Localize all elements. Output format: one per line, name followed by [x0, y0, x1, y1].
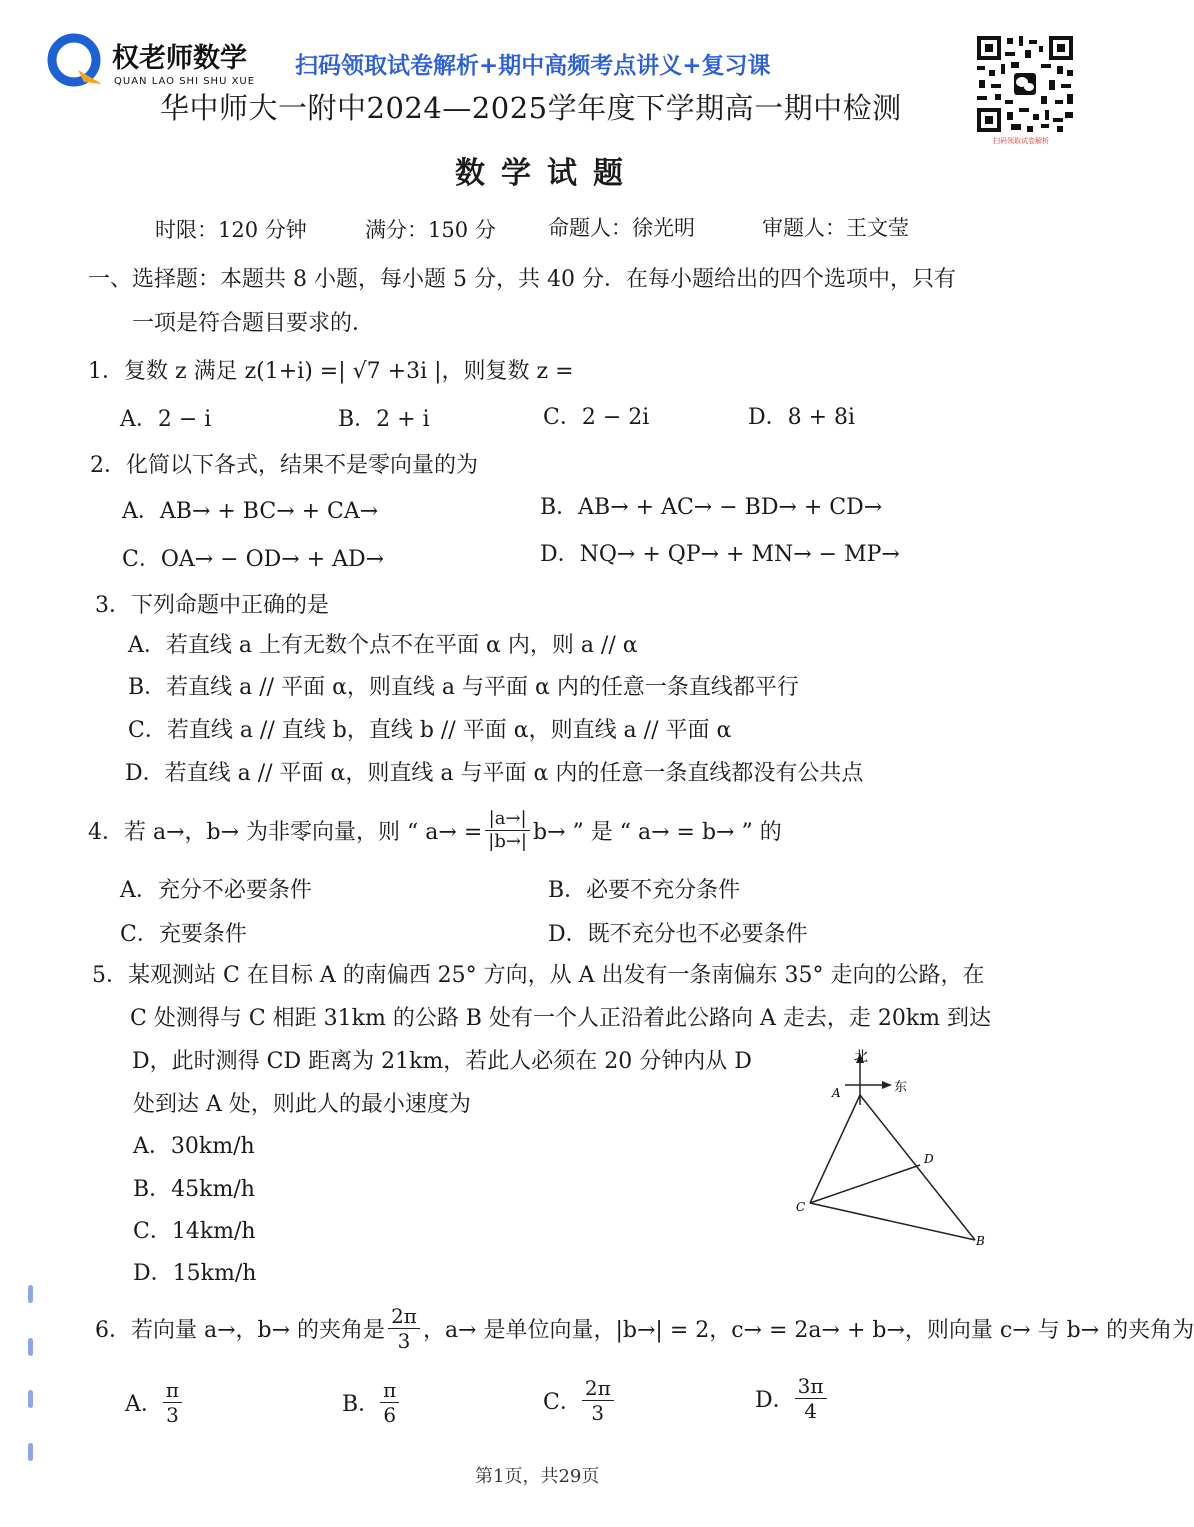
- logo-pinyin: QUAN LAO SHI SHU XUE: [114, 76, 256, 87]
- label-north: 北: [854, 1049, 868, 1065]
- triangle-diagram: [790, 1045, 1000, 1255]
- option-a[interactable]: A．30km/h: [133, 1134, 255, 1159]
- segment-cd: [810, 1165, 920, 1203]
- option-c[interactable]: C．若直线 a // 直线 b，直线 b // 平面 α，则直线 a // 平面 α: [128, 718, 732, 743]
- binding-mark: [28, 1285, 33, 1303]
- label-a: A: [832, 1086, 841, 1100]
- fraction-denominator: 6: [383, 1402, 397, 1427]
- fraction-denominator: 3: [166, 1402, 179, 1427]
- question-stem-line: 处到达 A 处，则此人的最小速度为: [133, 1092, 471, 1117]
- option-d[interactable]: [755, 1368, 827, 1428]
- stem-prefix: 4．若 a→，b→ 为非零向量，则 “ a→ =: [88, 819, 483, 845]
- option-c[interactable]: [543, 1370, 614, 1430]
- stem-suffix: b→ ” 是 “ a→ = b→ ” 的: [533, 819, 782, 845]
- page-number: 第1页，共29页: [475, 1466, 600, 1487]
- fraction-denominator: 3: [397, 1328, 411, 1353]
- option-label: B．: [342, 1391, 381, 1417]
- option-d[interactable]: D．15km/h: [133, 1261, 257, 1286]
- option-a[interactable]: A．若直线 a 上有无数个点不在平面 α 内，则 a // α: [128, 633, 638, 658]
- label-d: D: [924, 1152, 934, 1166]
- option-c[interactable]: C．14km/h: [133, 1219, 256, 1244]
- stem-suffix: ，a→ 是单位向量，|b→| = 2，c→ = 2a→ + b→，则向量 c→ 与 b→ 的夹角为: [422, 1317, 1194, 1343]
- option-fraction: [380, 1377, 399, 1427]
- stem-prefix: 6．若向量 a→，b→ 的夹角是: [95, 1317, 386, 1343]
- option-a[interactable]: A．AB→ + BC→ + CA→: [122, 499, 379, 524]
- fraction-numerator: π: [163, 1380, 182, 1403]
- question-stem: [88, 800, 782, 860]
- label-b: B: [976, 1234, 985, 1248]
- east-arrow: [882, 1081, 892, 1089]
- option-d[interactable]: D．既不充分也不必要条件: [548, 922, 808, 947]
- option-c[interactable]: C．2 − 2i: [543, 405, 650, 430]
- binding-mark: [28, 1443, 33, 1461]
- question-stem-line: C 处测得与 C 相距 31km 的公路 B 处有一个人正沿着此公路向 A 走去，走 20km 到达: [130, 1006, 992, 1031]
- fraction-numerator: 3π: [795, 1376, 827, 1399]
- option-b[interactable]: B．45km/h: [133, 1177, 255, 1202]
- qr-code[interactable]: [975, 34, 1075, 145]
- binding-mark: [28, 1390, 33, 1408]
- question-author: 命题人：徐光明: [548, 216, 695, 240]
- question-stem-line: 5．某观测站 C 在目标 A 的南偏西 25° 方向，从 A 出发有一条南偏东 35° 走向的公路，在: [92, 963, 985, 988]
- promo-banner[interactable]: 扫码领取试卷解析+期中高频考点讲义+复习课: [295, 53, 771, 79]
- logo: [44, 32, 284, 92]
- option-d[interactable]: D．8 + 8i: [748, 405, 856, 430]
- option-d[interactable]: D．NQ→ + QP→ + MN→ − MP→: [540, 542, 900, 567]
- question-reviewer: 审题人：王文莹: [762, 216, 909, 240]
- option-fraction: [163, 1377, 182, 1427]
- option-b[interactable]: B．必要不充分条件: [548, 878, 741, 903]
- option-d[interactable]: D．若直线 a // 平面 α，则直线 a 与平面 α 内的任意一条直线都没有公共点: [125, 761, 864, 786]
- question-stem: 3．下列命题中正确的是: [95, 593, 329, 618]
- exam-title: 华中师大一附中2024—2025学年度下学期高一期中检测: [160, 91, 902, 125]
- option-b[interactable]: B．AB→ + AC→ − BD→ + CD→: [540, 495, 883, 520]
- segment-ac: [810, 1095, 860, 1203]
- option-a[interactable]: A．2 − i: [120, 407, 212, 432]
- option-b[interactable]: B．若直线 a // 平面 α，则直线 a 与平面 α 内的任意一条直线都平行: [128, 675, 799, 700]
- section-heading: 一、选择题：本题共 8 小题，每小题 5 分，共 40 分．在每小题给出的四个选项中，只有: [88, 267, 956, 292]
- option-b[interactable]: [342, 1372, 399, 1432]
- option-a[interactable]: A．充分不必要条件: [120, 878, 312, 903]
- option-label: C．: [543, 1389, 582, 1415]
- magnitude-fraction: [485, 807, 530, 852]
- question-stem: [95, 1298, 1194, 1358]
- qr-caption: 扫码领取试卷解析: [993, 137, 1049, 145]
- option-fraction: [582, 1375, 614, 1425]
- angle-fraction: [388, 1303, 420, 1353]
- option-b[interactable]: B．2 + i: [338, 407, 430, 432]
- fraction-numerator: 2π: [388, 1306, 420, 1329]
- fraction-denominator: 3: [591, 1400, 605, 1425]
- option-a[interactable]: [125, 1372, 182, 1432]
- fraction-denominator: |b→|: [488, 830, 527, 852]
- question-stem: 1．复数 z 满足 z(1+i) =| √7 +3i |，则复数 z =: [88, 359, 574, 384]
- option-c[interactable]: C．OA→ − OD→ + AD→: [122, 547, 385, 572]
- fraction-numerator: 2π: [582, 1378, 614, 1401]
- question-stem: 2．化简以下各式，结果不是零向量的为: [90, 453, 478, 478]
- exam-subtitle: 数学试题: [455, 156, 639, 191]
- section-heading-cont: 一项是符合题目要求的．: [132, 311, 375, 336]
- question-stem-line: D，此时测得 CD 距离为 21km，若此人必须在 20 分钟内从 D: [132, 1049, 752, 1074]
- option-label: D．: [755, 1387, 795, 1413]
- fraction-numerator: |a→|: [485, 810, 530, 831]
- option-fraction: [795, 1373, 827, 1423]
- full-score: 满分：150 分: [365, 218, 496, 242]
- label-east: 东: [894, 1080, 908, 1095]
- label-c: C: [796, 1200, 806, 1214]
- qr-code-icon: [975, 34, 1075, 134]
- fraction-numerator: π: [380, 1380, 399, 1403]
- logo-q-icon: [44, 32, 106, 92]
- logo-name: 权老师数学: [112, 43, 247, 74]
- fraction-denominator: 4: [804, 1398, 817, 1423]
- time-limit: 时限：120 分钟: [155, 218, 307, 242]
- option-c[interactable]: C．充要条件: [120, 922, 247, 947]
- binding-mark: [28, 1338, 33, 1356]
- option-label: A．: [125, 1391, 163, 1417]
